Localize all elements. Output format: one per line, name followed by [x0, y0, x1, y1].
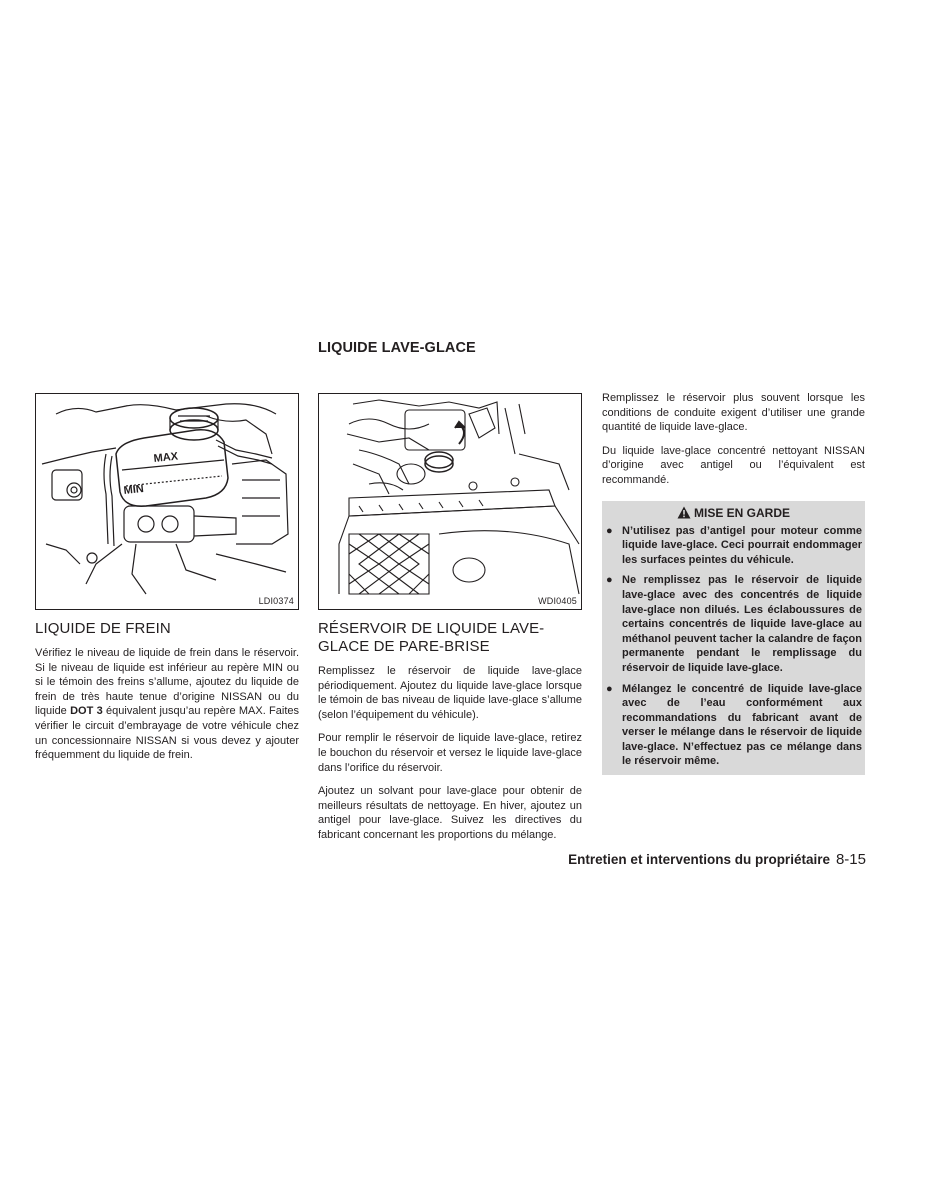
bullet-dot-icon: ● [606, 682, 613, 695]
bullet-dot-icon: ● [606, 524, 613, 537]
brake-text-end: équivalent jusqu’au repère MAX. Faites vérifier le circuit d’embrayage de votre véhicule chez un concessionnaire NISSAN si vous devez y ajouter fréquemment du liquide de frein. [35, 705, 299, 762]
section-title: LIQUIDE LAVE-GLACE [318, 340, 476, 356]
brake-fluid-paragraph [35, 646, 299, 763]
figure-code: LDI0374 [258, 596, 294, 606]
washer-reservoir-drawing [319, 394, 581, 609]
right-paragraph: Du liquide lave-glace concentré nettoyant NISSAN d’origine avec antigel ou l’équivalent est recommandé. [602, 444, 865, 486]
washer-reservoir-illustration [318, 393, 582, 610]
page-footer [0, 851, 866, 868]
caution-item [604, 573, 863, 675]
caution-text: N’utilisez pas d’antigel pour moteur comme liquide lave-glace. Ceci pourrait endommager les surfaces peintes du véhicule. [622, 524, 862, 566]
brake-reservoir-illustration [35, 393, 299, 610]
caution-text: Ne remplissez pas le réservoir de liquide lave-glace avec des concentrés de liquide lave-glace non dilués. Les éclaboussures de certains concentrés de liquide lave-glace au méthanol peuvent tacher la calandre de façon permanente pendant le remplissage du réservoir de liquide lave-glace. [622, 574, 862, 674]
figure-code: WDI0405 [538, 596, 577, 606]
washer-paragraph: Ajoutez un solvant pour lave-glace pour obtenir de meilleurs résultats de nettoyage. En hiver, ajoutez un antigel pour lave-glace. Suivez les directives du fabricant concernant les proportions du mélange. [318, 785, 582, 841]
column-brake-fluid [35, 393, 299, 772]
right-paragraph: Remplissez le réservoir plus souvent lorsque les conditions de conduite exigent d’utiliser une grande quantité de liquide lave-glace. [602, 392, 865, 434]
page-number: 8-15 [835, 851, 866, 868]
column-washer-reservoir [318, 393, 582, 852]
caution-text: Mélangez le concentré de liquide lave-glace avec de l’eau conformément aux recommandations du fabricant avant de verser le mélange dans le réservoir de liquide lave-glace. N’effectuez pas ce mélange dans le réservoir même. [622, 682, 862, 768]
bullet-dot-icon: ● [606, 574, 613, 587]
max-mark: MAX [153, 450, 179, 465]
washer-paragraph: Remplissez le réservoir de liquide lave-glace périodiquement. Ajoutez du liquide lave-glace lorsque le témoin de bas niveau de liquide lave-glace s’allume (selon l’équipement du véhicule). [318, 665, 582, 721]
caution-box [602, 501, 865, 776]
washer-paragraph: Pour remplir le réservoir de liquide lave-glace, retirez le bouchon du réservoir et versez le liquide lave-glace dans l’orifice du réservoir. [318, 732, 582, 774]
column-right [602, 391, 865, 775]
caution-item [604, 682, 863, 770]
warning-triangle-icon [677, 506, 691, 519]
brake-text-start: Vérifiez le niveau de liquide de frein dans le réservoir. Si le niveau de liquide est inférieur au repère MIN ou si le témoin des freins s’allume, ajoutez du liquide de frein de très haute tenue d’origine NISSAN ou du liquide [35, 647, 299, 718]
dot3-label: DOT 3 [70, 705, 103, 718]
caution-title: MISE EN GARDE [693, 505, 790, 520]
brake-fluid-heading: LIQUIDE DE FREIN [35, 620, 171, 637]
washer-reservoir-heading: RÉSERVOIR DE LIQUIDE LAVE-GLACE DE PARE-BRISE [318, 620, 545, 655]
brake-reservoir-drawing [36, 394, 298, 609]
caution-item [604, 524, 863, 568]
min-mark: MIN [123, 482, 145, 497]
footer-title: Entretien et interventions du propriétaire [568, 852, 830, 867]
caution-header [604, 504, 863, 522]
